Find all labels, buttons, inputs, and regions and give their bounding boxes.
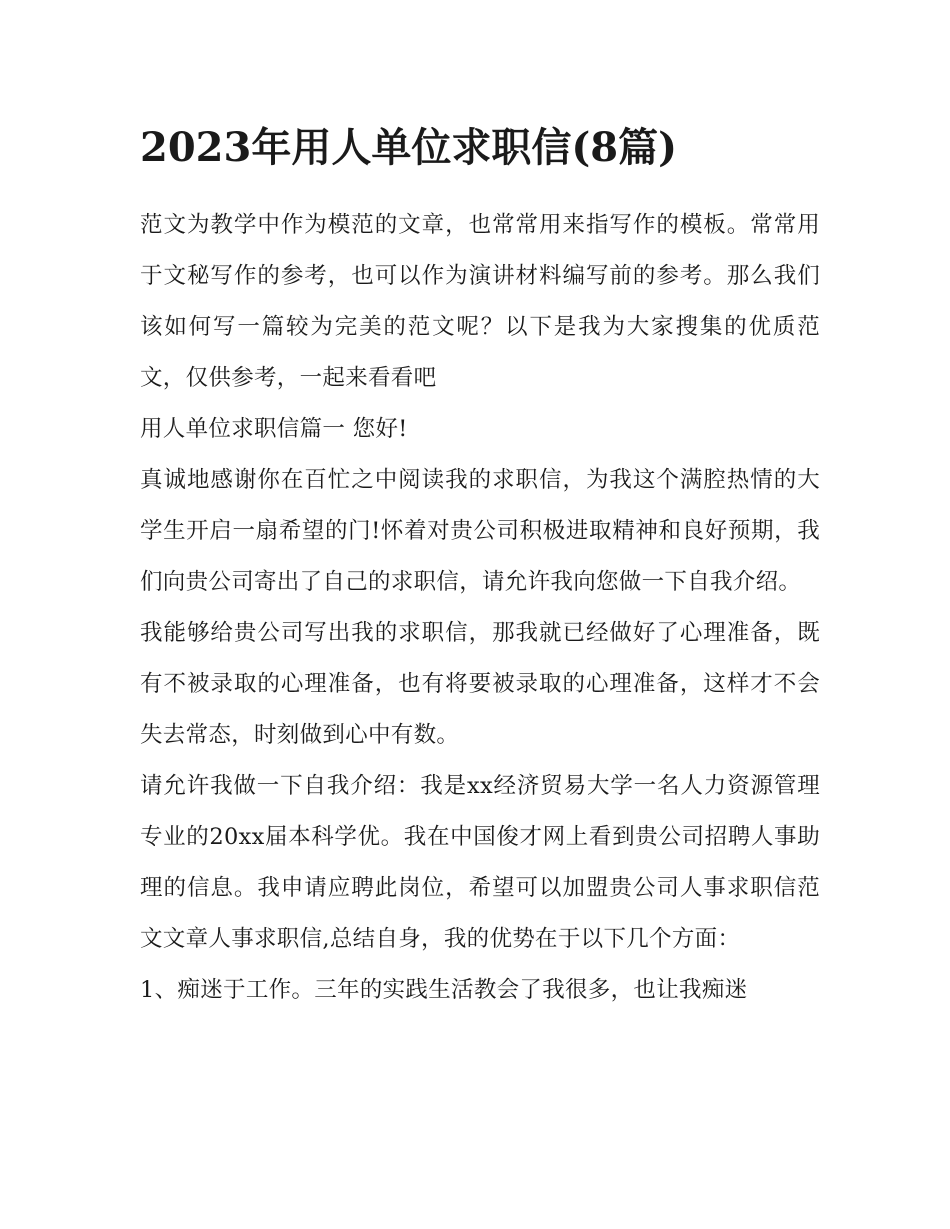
- body-paragraph: 我能够给贵公司写出我的求职信，那我就已经做好了心理准备，既有不被录取的心理准备，也有将要被录取的心理准备，这样才不会失去常态，时刻做到心中有数。: [140, 620, 820, 748]
- document-title: 2023年用人单位求职信(8篇): [140, 124, 678, 171]
- body-paragraph: 真诚地感谢你在百忙之中阅读我的求职信，为我这个满腔热情的大学生开启一扇希望的门!怀着对贵公司积极进取精神和良好预期，我们向贵公司寄出了自己的求职信，请允许我向您做一下自我介绍。: [140, 467, 820, 595]
- document-page: [140, 120, 820, 1016]
- list-item: 1、痴迷于工作。三年的实践生活教会了我很多，也让我痴迷: [140, 977, 748, 1003]
- body-paragraph: 请允许我做一下自我介绍：我是xx经济贸易大学一名人力资源管理专业的20xx届本科学优。我在中国俊才网上看到贵公司招聘人事助理的信息。我申请应聘此岗位，希望可以加盟贵公司人事求职信范文文章人事求职信,总结自身，我的优势在于以下几个方面：: [140, 773, 820, 952]
- intro-paragraph: 范文为教学中作为模范的文章，也常常用来指写作的模板。常常用于文秘写作的参考，也可以作为演讲材料编写前的参考。那么我们该如何写一篇较为完美的范文呢？以下是我为大家搜集的优质范文，仅供参考，一起来看看吧: [140, 212, 820, 391]
- letter-heading: 用人单位求职信篇一 您好!: [140, 416, 408, 442]
